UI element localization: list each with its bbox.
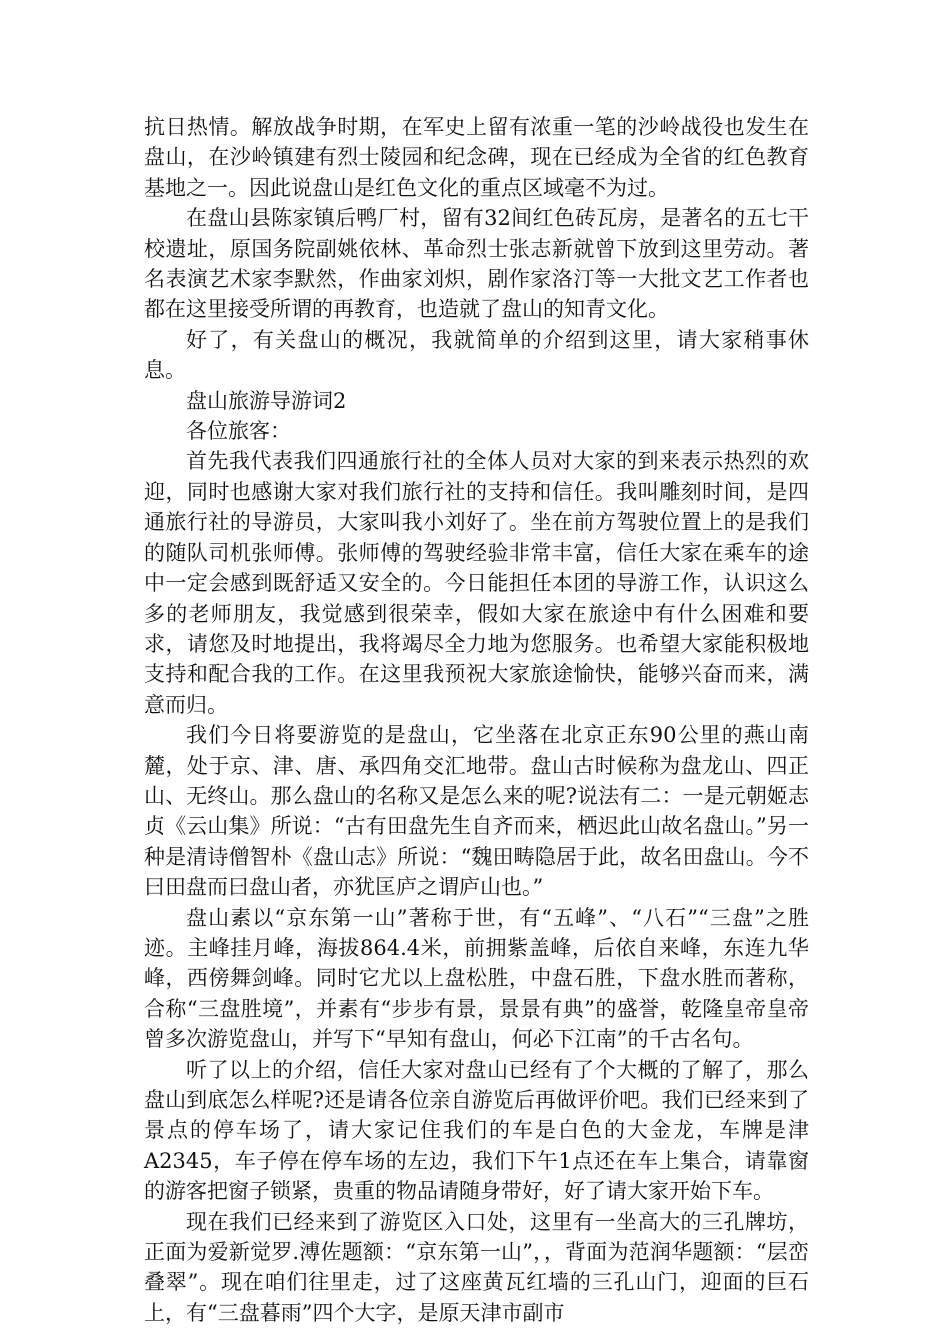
paragraph-1: 抗日热情。解放战争时期，在军史上留有浓重一笔的沙岭战役也发生在盘山，在沙岭镇建有烈士陵园和纪念碑，现在已经成为全省的红色教育基地之一。因此说盘山是红色文化的重点区域毫不为过。: [144, 115, 809, 200]
section-heading: 盘山旅游导游词2: [186, 388, 347, 413]
salutation: 各位旅客：: [186, 419, 291, 444]
paragraph-6: 首先我代表我们四通旅行社的全体人员对大家的到来表示热烈的欢迎，同时也感谢大家对我们旅行社的支持和信任。我叫雕刻时间，是四通旅行社的导游员，大家叫我小刘好了。坐在前方驾驶位置上的是我们的随队司机张师傅。张师傅的驾驶经验非常丰富，信任大家在乘车的途中一定会感到既舒适又安全的。今日能担任本团的导游工作，认识这么多的老师朋友，我觉感到很荣幸，假如大家在旅途中有什么困难和要求，请您及时地提出，我将竭尽全力地为您服务。也希望大家能积极地支持和配合我的工作。在这里我预祝大家旅途愉快，能够兴奋而来，满意而归。: [144, 449, 809, 717]
document-page: [144, 112, 809, 1328]
paragraph-8: 盘山素以“京东第一山”著称于世，有“五峰”、“八石”“三盘”之胜迹。主峰挂月峰，海拔864.4米，前拥紫盖峰，后依自来峰，东连九华峰，西傍舞剑峰。同时它尤以上盘松胜，中盘石胜，下盘水胜而著称，合称“三盘胜境”，并素有“步步有景，景景有典”的盛誉，乾隆皇帝皇帝曾多次游览盘山，并写下“早知有盘山，何必下江南”的千古名句。: [144, 905, 809, 1052]
paragraph-3: 好了，有关盘山的概况，我就简单的介绍到这里，请大家稍事休息。: [144, 327, 809, 383]
paragraph-7: 我们今日将要游览的是盘山，它坐落在北京正东90公里的燕山南麓，处于京、津、唐、承四角交汇地带。盘山古时候称为盘龙山、四正山、无终山。那么盘山的名称又是怎么来的呢?说法有二：一是元朝姬志贞《云山集》所说：“古有田盘先生自齐而来，栖迟此山故名盘山。”另一种是清诗僧智朴《盘山志》所说：“魏田畴隐居于此，故名田盘山。今不曰田盘而曰盘山者，亦犹匡庐之谓庐山也。”: [144, 723, 809, 900]
paragraph-10: 现在我们已经来到了游览区入口处，这里有一坐高大的三孔牌坊，正面为爱新觉罗.溥佐题额：“京东第一山”，，背面为范润华题额：“层峦叠翠”。现在咱们往里走，过了这座黄瓦红墙的三孔山门，迎面的巨石上，有“三盘暮雨”四个大字，是原天津市副市: [144, 1209, 809, 1325]
paragraph-2: 在盘山县陈家镇后鸭厂村，留有32间红色砖瓦房，是著名的五七干校遗址，原国务院副姚依林、革命烈士张志新就曾下放到这里劳动。著名表演艺术家李默然，作曲家刘炽，剧作家洛汀等一大批文艺工作者也都在这里接受所谓的再教育，也造就了盘山的知青文化。: [144, 206, 809, 322]
paragraph-9: 听了以上的介绍，信任大家对盘山已经有了个大概的了解了，那么盘山到底怎么样呢?还是请各位亲自游览后再做评价吧。我们已经来到了景点的停车场了，请大家记住我们的车是白色的大金龙，车牌是津A2345，车子停在停车场的左边，我们下午1点还在车上集合，请靠窗的游客把窗子锁紧，贵重的物品请随身带好，好了请大家开始下车。: [144, 1057, 809, 1204]
